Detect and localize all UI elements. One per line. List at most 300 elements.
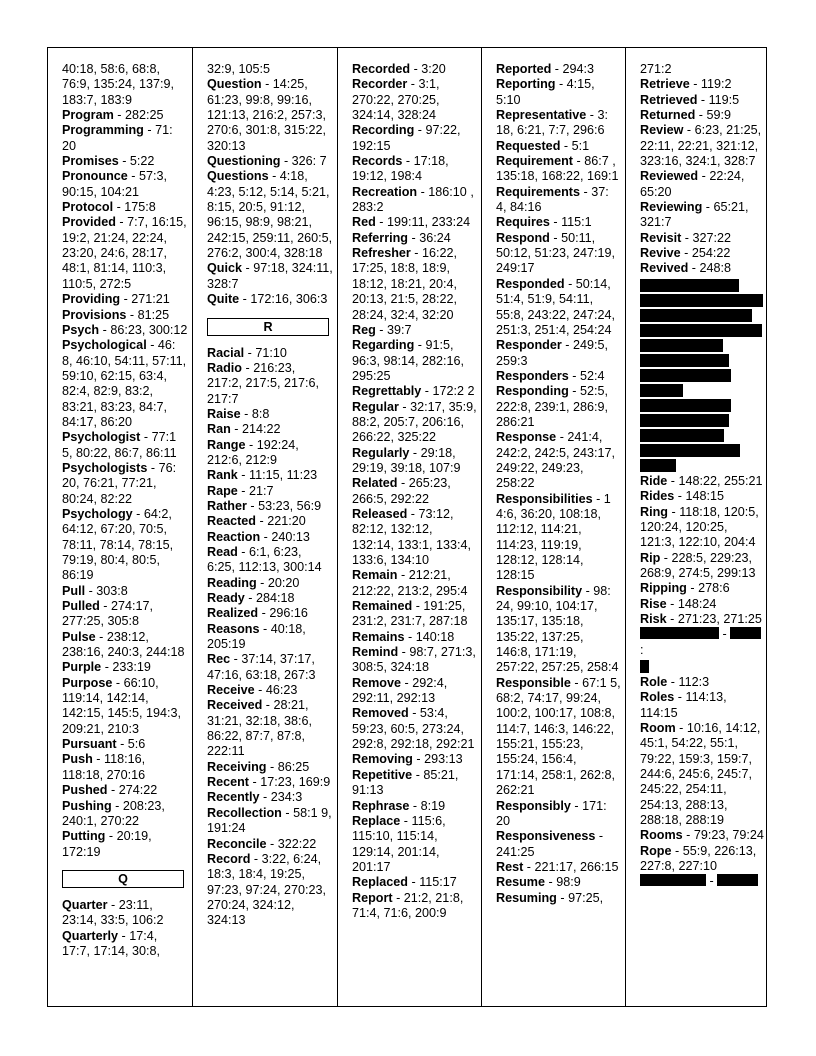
index-entry: Rather - 53:23, 56:9 — [207, 498, 322, 513]
page-line-references: 53:4, 59:23, 60:5, 273:24, 292:8, 292:18, 292:21 — [352, 706, 475, 752]
index-entry: Red - 199:11, 233:24 — [352, 215, 471, 230]
index-entry: Programming - 71: 20 — [62, 123, 173, 153]
index-entry: Pulled - 274:17, 277:25, 305:8 — [62, 599, 154, 629]
index-entry: Recording - 97:22, 192:15 — [352, 123, 461, 153]
index-term: Regrettably — [352, 384, 422, 399]
page-line-references: 37: 4, 84:16 — [496, 184, 609, 215]
index-term: Room — [640, 720, 676, 735]
index-entry: Referring - 36:24 — [352, 230, 451, 245]
index-column-1 — [48, 48, 192, 1006]
page-line-references: 98:9 — [556, 875, 581, 890]
index-entry: Provided - 7:7, 16:15, 19:2, 21:24, 22:24, 23:20, 24:6, 28:17, 48:1, 81:14, 110:3, 110:5, 272:5 — [62, 215, 187, 291]
index-term: Review — [640, 123, 684, 138]
index-term: Promises — [62, 154, 119, 169]
index-term: Rest — [496, 859, 524, 874]
page-line-references: 86:25 — [277, 759, 310, 774]
page-line-references: 39:7 — [387, 322, 412, 337]
index-term: Removed — [352, 706, 409, 721]
index-entry: Revive - 254:22 — [640, 246, 731, 261]
page-line-references: 249:5, 259:3 — [496, 338, 608, 368]
index-entry: Putting - 20:19, 172:19 — [62, 829, 152, 859]
index-entry: Revisit - 327:22 — [640, 230, 732, 245]
index-term: Ready — [207, 591, 245, 605]
index-entry: Remove - 292:4, 292:11, 292:13 — [352, 675, 448, 706]
index-entry: Responsiveness - 241:25 — [496, 829, 604, 859]
index-entry: Receive - 46:23 — [207, 683, 298, 698]
index-term: Record — [207, 851, 251, 866]
index-term: Pursuant — [62, 737, 117, 752]
index-term: Responsibility — [496, 583, 583, 598]
index-term: Responded — [496, 276, 565, 291]
index-entry: Rec - 37:14, 37:17, 47:16, 63:18, 267:3 — [207, 652, 316, 682]
index-entry: Radio - 216:23, 217:2, 217:5, 217:6, 217:7 — [207, 360, 320, 406]
page-line-references: 274:17, 277:25, 305:8 — [62, 599, 154, 629]
redaction-bar — [640, 874, 706, 886]
entry-separator: - — [719, 627, 731, 642]
index-term: Questions — [207, 169, 269, 184]
index-entry: Response - 241:4, 242:2, 242:5, 243:17, 249:22, 249:23, 258:22 — [496, 430, 616, 491]
index-term: Psychologist — [62, 430, 141, 445]
page-line-references: 148:24 — [677, 596, 717, 611]
page-line-references: 171: 20 — [496, 798, 607, 828]
index-term: Regarding — [352, 338, 415, 353]
index-term: Retrieve — [640, 77, 690, 92]
index-entry: Regarding - 91:5, 96:3, 98:14, 282:16, 295:25 — [352, 338, 465, 383]
index-entry: Racial - 71:10 — [207, 345, 287, 360]
page-line-references: 28:21, 31:21, 32:18, 38:6, 86:22, 87:7, 87:8, 222:11 — [207, 698, 313, 759]
index-term: Representative — [496, 108, 587, 123]
index-entry: Pushed - 274:22 — [62, 783, 158, 798]
index-entry: Retrieved - 119:5 — [640, 92, 740, 107]
index-entry: Revived - 248:8 — [640, 261, 732, 276]
page-line-references: 79:23, 79:24 — [693, 828, 764, 843]
index-entry: Responsibility - 98: 24, 99:10, 104:17, 135:17, 135:18, 135:22, 137:25, 146:8, 171:19, 257:22, 257:25, 258:4 — [496, 583, 619, 675]
page-line-references: 148:22, 255:21 — [678, 473, 763, 488]
index-entry: Psychologists - 76: 20, 76:21, 77:21, 80:24, 82:22 — [62, 460, 177, 506]
redaction-bar — [640, 459, 676, 472]
index-entry: Retrieve - 119:2 — [640, 77, 732, 92]
index-term: Reacted — [207, 514, 256, 529]
index-term: Received — [207, 698, 263, 713]
page-line-references: 53:23, 56:9 — [258, 498, 322, 513]
page-line-references: 50:11, 50:12, 51:23, 247:19, 249:17 — [496, 230, 616, 276]
index-entry: Pronounce - 57:3, 90:15, 104:21 — [62, 169, 167, 199]
index-entry: Regrettably - 172:2 2 — [352, 384, 475, 399]
page-line-references: 5:22 — [129, 154, 155, 169]
page-line-references: 199:11, 233:24 — [387, 215, 471, 230]
page-line-references: 14:25, 61:23, 99:8, 99:16, 121:13, 216:2, 257:3, 270:6, 301:8, 315:22, 320:13 — [207, 77, 327, 153]
index-term: Rise — [640, 596, 667, 611]
index-term: Psych — [62, 322, 100, 337]
index-entry: Reviewing - 65:21, 321:7 — [640, 200, 749, 230]
page-line-references: 86:7 , 135:18, 168:22, 169:1 — [496, 154, 619, 184]
index-entry: Record - 3:22, 6:24, 18:3, 18:4, 19:25, 97:23, 97:24, 270:23, 270:24, 324:12, 324:13 — [207, 851, 327, 928]
index-entry: Requested - 5:1 — [496, 138, 590, 153]
redaction-bar — [717, 874, 758, 886]
page-line-references: 3:1, 270:22, 270:25, 324:14, 328:24 — [352, 77, 440, 123]
index-entry: Pulse - 238:12, 238:16, 240:3, 244:18 — [62, 629, 185, 660]
page-line-references: 29:18, 29:19, 39:18, 107:9 — [352, 445, 461, 475]
page-line-references: 52:4 — [580, 368, 605, 383]
page-line-references: 3: 18, 6:21, 7:7, 296:6 — [496, 108, 609, 138]
page-line-references: 6:23, 21:25, 22:11, 22:21, 321:12, 323:16, 324:1, 328:7 — [640, 123, 762, 169]
index-term: Ring — [640, 504, 668, 519]
index-entry: Requires - 115:1 — [496, 215, 592, 230]
index-term: Regularly — [352, 445, 410, 460]
page-line-references: 73:12, 82:12, 132:12, 132:14, 133:1, 133:4, 133:6, 134:10 — [352, 506, 472, 567]
index-entry: Refresher - 16:22, 17:25, 18:8, 18:9, 18:12, 18:21, 20:4, 20:13, 21:5, 28:22, 28:24, 32:4, 32:20 — [352, 246, 458, 322]
index-term: Revive — [640, 246, 681, 261]
index-term: Putting — [62, 829, 106, 844]
index-entry: Psychology - 64:2, 64:12, 67:20, 70:5, 78:11, 78:14, 78:15, 79:19, 80:4, 80:5, 86:19 — [62, 506, 174, 583]
page-line-references: 4:15, 5:10 — [496, 77, 595, 107]
index-entry: Requirement - 86:7 , 135:18, 168:22, 169:1 — [496, 154, 619, 184]
page-line-references: 17:23, 169:9 — [260, 775, 331, 790]
page-line-references: 10:16, 14:12, 45:1, 54:22, 55:1, 79:22, 159:3, 159:7, 244:6, 245:6, 245:7, 245:22, 254:11, 254:13, 288:13, 288:18, 288:19 — [640, 720, 761, 828]
index-entry: Range - 192:24, 212:6, 212:9 — [207, 437, 299, 467]
page-line-references: 114:13, 114:15 — [640, 690, 727, 720]
page-line-references: 118:18, 120:5, 120:24, 120:25, 121:3, 122:10, 204:4 — [640, 504, 759, 550]
index-term: Responding — [496, 384, 569, 399]
page-line-references: 21:2, 21:8, 71:4, 71:6, 200:9 — [352, 890, 464, 920]
page-line-references: 175:8 — [124, 200, 156, 215]
index-entry: Role - 112:3 — [640, 674, 710, 689]
index-entry: Released - 73:12, 82:12, 132:12, 132:14, 133:1, 133:4, 133:6, 134:10 — [352, 506, 472, 567]
index-term: Response — [496, 430, 557, 445]
index-entry: Regular - 32:17, 35:9, 88:2, 205:7, 206:16, 266:22, 325:22 — [352, 399, 477, 445]
page-line-references: 22:24, 65:20 — [640, 169, 745, 199]
index-entry: Review - 6:23, 21:25, 22:11, 22:21, 321:12, 323:16, 324:1, 328:7 — [640, 123, 762, 169]
page-line-references: 192:24, 212:6, 212:9 — [207, 437, 299, 467]
index-entry: Returned - 59:9 — [640, 108, 731, 123]
index-term: Read — [207, 544, 238, 559]
redaction-bar — [640, 354, 729, 367]
index-term: Pronounce — [62, 169, 128, 184]
index-term: Rec — [207, 652, 231, 667]
page-line-references: 77:1 5, 80:22, 86:7, 86:11 — [62, 430, 177, 460]
page-line-references: 3:22, 6:24, 18:3, 18:4, 19:25, 97:23, 97:24, 270:23, 270:24, 324:12, 324:13 — [207, 851, 327, 928]
page-line-references: 98:7, 271:3, 308:5, 324:18 — [352, 645, 476, 675]
index-term: Pulse — [62, 629, 96, 644]
index-entry: Psych - 86:23, 300:12 — [62, 322, 188, 337]
index-entry: Reconcile - 322:22 — [207, 836, 317, 851]
page-line-references: 234:3 — [270, 790, 303, 805]
index-entry: Promises - 5:22 — [62, 154, 155, 169]
index-term: Regular — [352, 399, 399, 414]
index-term: Realized — [207, 606, 259, 621]
index-entry: Removing - 293:13 — [352, 752, 463, 767]
page-line-references: 23:11, 23:14, 33:5, 106:2 — [62, 897, 164, 928]
index-entry: Ring - 118:18, 120:5, 120:24, 120:25, 121:3, 122:10, 204:4 — [640, 504, 759, 550]
page-line-references: 221:17, 266:15 — [534, 859, 619, 874]
page-line-references: 221:20 — [267, 514, 306, 529]
index-term: Reported — [496, 62, 552, 76]
index-term: Rides — [640, 489, 675, 504]
page-line-references: 265:23, 266:5, 292:22 — [352, 476, 451, 506]
redaction-bar — [640, 384, 683, 397]
page-line-references: 81:25 — [137, 307, 170, 322]
index-term: Reviewing — [640, 200, 703, 215]
index-entry: Rides - 148:15 — [640, 489, 725, 504]
page-line-references: 50:14, 51:4, 51:9, 54:11, 55:8, 243:22, 247:24, 251:3, 251:4, 254:24 — [496, 276, 616, 337]
index-term: Quite — [207, 292, 240, 307]
page-line-references: 241:4, 242:2, 242:5, 243:17, 249:22, 249:23, 258:22 — [496, 430, 616, 491]
redaction-bar — [640, 339, 723, 352]
index-entry: Responders - 52:4 — [496, 368, 605, 383]
index-entry: Responding - 52:5, 222:8, 239:1, 286:9, 286:21 — [496, 384, 609, 429]
redaction-bar — [640, 627, 719, 639]
index-term: Pushed — [62, 783, 108, 798]
index-term: Requirements — [496, 184, 580, 199]
page-line-references: 4:18, 4:23, 5:12, 5:14, 5:21, 8:15, 20:5, 91:12, 96:15, 98:9, 98:21, 242:15, 259:11, 260:5, 276:2, 300:4, 328:18 — [207, 169, 333, 261]
index-column-2 — [193, 48, 337, 1006]
page-line-references: 37:14, 37:17, 47:16, 63:18, 267:3 — [207, 652, 316, 682]
index-entry: Protocol - 175:8 — [62, 200, 156, 215]
index-entry: Provisions - 81:25 — [62, 307, 170, 322]
index-entry: Realized - 296:16 — [207, 606, 308, 621]
index-term: Reviewed — [640, 169, 699, 184]
page-line-references: 76: 20, 76:21, 77:21, 80:24, 82:22 — [62, 460, 177, 506]
index-term: Provisions — [62, 307, 127, 322]
index-term: Responder — [496, 338, 562, 353]
index-term: Purple — [62, 660, 102, 675]
index-term: Rope — [640, 843, 672, 858]
section-letter-heading: Q — [62, 870, 184, 888]
page-line-references: 214:22 — [242, 422, 281, 437]
index-entry: Room - 10:16, 14:12, 45:1, 54:22, 55:1, 79:22, 159:3, 159:7, 244:6, 245:6, 245:7, 245:22, 254:11, 254:13, 288:13, 288:18, 288:19 — [640, 720, 761, 828]
index-term: Push — [62, 752, 93, 767]
index-entry: Regularly - 29:18, 29:19, 39:18, 107:9 — [352, 445, 461, 475]
index-term: Raise — [207, 406, 241, 421]
redaction-bar — [640, 324, 762, 337]
redaction-bar — [640, 309, 752, 322]
index-term: Remind — [352, 645, 399, 660]
page-line-references: 294:3 — [562, 62, 594, 76]
page-line-references: 208:23, 240:1, 270:22 — [62, 798, 165, 828]
page-line-references: 216:23, 217:2, 217:5, 217:6, 217:7 — [207, 360, 320, 406]
index-entry: Question - 14:25, 61:23, 99:8, 99:16, 121:13, 216:2, 257:3, 270:6, 301:8, 315:22, 320:13 — [207, 77, 327, 153]
index-entry: Rape - 21:7 — [207, 483, 274, 498]
page-line-references: 52:5, 222:8, 239:1, 286:9, 286:21 — [496, 384, 609, 429]
index-entry: Representative - 3: 18, 6:21, 7:7, 296:6 — [496, 108, 609, 138]
page-line-references: 1 4:6, 36:20, 108:18, 112:12, 114:21, 114:23, 119:19, 128:12, 128:14, 128:15 — [496, 491, 611, 583]
redaction-bar — [640, 414, 729, 427]
index-entry: Rise - 148:24 — [640, 596, 717, 611]
index-entry: Push - 118:16, 118:18, 270:16 — [62, 752, 146, 782]
index-entry: Purple - 233:19 — [62, 660, 151, 675]
index-term: Psychologists — [62, 460, 148, 475]
page-line-references: 284:18 — [256, 591, 295, 605]
index-term: Range — [207, 437, 246, 452]
page-line-references: 5:6 — [127, 737, 146, 752]
index-term: Pull — [62, 583, 86, 598]
page-line-references: 20:19, 172:19 — [62, 829, 152, 859]
page-line-references: 271:2 — [640, 62, 672, 76]
page-line-references: 17:4, 17:7, 17:14, 30:8, — [62, 928, 161, 958]
page-line-references: 21:7 — [249, 483, 274, 498]
index-term: Red — [352, 215, 376, 230]
page-line-references: 212:21, 212:22, 213:2, 295:4 — [352, 568, 468, 598]
index-term: Requested — [496, 138, 561, 153]
index-entry: Recorded - 3:20 — [352, 62, 446, 76]
page-line-references: 327:22 — [692, 230, 732, 245]
index-entry: Rank - 11:15, 11:23 — [207, 468, 318, 483]
page-line-references: 32:9, 105:5 — [207, 62, 271, 76]
index-entry: Responsibilities - 1 4:6, 36:20, 108:18, 112:12, 114:21, 114:23, 119:19, 128:12, 128:14, 128:15 — [496, 491, 611, 583]
index-term: Quarterly — [62, 928, 118, 943]
page-line-references: 5:1 — [571, 138, 590, 153]
index-term: Radio — [207, 360, 242, 375]
index-term: Removing — [352, 752, 413, 767]
page-line-references: 293:13 — [424, 752, 463, 767]
page-line-references: 240:13 — [271, 529, 310, 544]
page-line-references: 228:5, 229:23, 268:9, 274:5, 299:13 — [640, 550, 756, 580]
page-line-references: 172:16, 306:3 — [250, 292, 328, 307]
page-line-references: 271:23, 271:25 — [677, 611, 762, 626]
page-line-references: 303:8 — [96, 583, 128, 598]
index-entry: Pursuant - 5:6 — [62, 737, 146, 752]
index-term: Recorded — [352, 62, 411, 76]
page-line-references: 7:7, 16:15, 19:2, 21:24, 22:24, 23:20, 24:6, 28:17, 48:1, 81:14, 110:3, 110:5, 272:5 — [62, 215, 187, 291]
index-entry: Pushing - 208:23, 240:1, 270:22 — [62, 798, 165, 828]
page-line-references: 238:12, 238:16, 240:3, 244:18 — [62, 629, 185, 660]
page-line-references: 32:17, 35:9, 88:2, 205:7, 206:16, 266:22, 325:22 — [352, 399, 477, 445]
index-term: Related — [352, 476, 398, 491]
redaction-bar — [640, 294, 763, 307]
index-entry: Responsible - 67:1 5, 68:2, 74:17, 99:24, 100:2, 100:17, 108:8, 114:7, 146:3, 146:22, 155:21, 155:23, 155:24, 156:4, 171:14, 258:1, 262:8, 262:21 — [496, 675, 621, 798]
index-entry: Reaction - 240:13 — [207, 529, 310, 544]
index-term: Reconcile — [207, 836, 267, 851]
index-term: Recent — [207, 775, 249, 790]
redaction-bar — [640, 444, 740, 457]
page-line-references: 172:2 2 — [432, 384, 475, 399]
index-term: Resuming — [496, 890, 557, 905]
index-entry: Program - 282:25 — [62, 108, 164, 123]
page-line-references: 17:18, 19:12, 198:4 — [352, 154, 449, 184]
index-entry: Raise - 8:8 — [207, 406, 270, 421]
index-entry: Providing - 271:21 — [62, 292, 170, 307]
index-term: Revived — [640, 261, 689, 276]
index-term: Remain — [352, 568, 398, 583]
index-term: Recording — [352, 123, 415, 138]
index-entry: Resume - 98:9 — [496, 875, 581, 890]
page-line-references: 16:22, 17:25, 18:8, 18:9, 18:12, 18:21, 20:4, 20:13, 21:5, 28:22, 28:24, 32:4, 32:20 — [352, 246, 458, 322]
index-entry: Ran - 214:22 — [207, 422, 281, 437]
index-entry: Reported - 294:3 — [496, 62, 594, 76]
page-line-references: 67:1 5, 68:2, 74:17, 99:24, 100:2, 100:17, 108:8, 114:7, 146:3, 146:22, 155:21, 155:23, 155:24, 156:4, 171:14, 258:1, 262:8, 262:21 — [496, 675, 621, 798]
page-line-references: 115:17 — [419, 875, 457, 890]
page-line-references: 271:21 — [131, 292, 170, 307]
index-column-4 — [482, 48, 625, 1006]
index-term: Reasons — [207, 621, 260, 636]
index-entry: Respond - 50:11, 50:12, 51:23, 247:19, 249:17 — [496, 230, 616, 276]
index-term: Roles — [640, 690, 675, 705]
index-term: Providing — [62, 292, 121, 307]
index-term: Recollection — [207, 805, 282, 820]
index-term: Remove — [352, 675, 401, 690]
index-term: Receive — [207, 683, 255, 698]
index-term: Psychology — [62, 506, 133, 521]
index-entry: Records - 17:18, 19:12, 198:4 — [352, 154, 449, 184]
page-line-references: 65:21, 321:7 — [640, 200, 749, 230]
index-entry: Responded - 50:14, 51:4, 51:9, 54:11, 55:8, 243:22, 247:24, 251:3, 251:4, 254:24 — [496, 276, 616, 337]
index-entry: Recreation - 186:10 , 283:2 — [352, 184, 474, 215]
index-entry: Replace - 115:6, 115:10, 115:14, 129:14, 201:14, 201:17 — [352, 813, 446, 874]
index-column-5 — [626, 48, 768, 1006]
index-term: Recorder — [352, 77, 408, 92]
index-entry: Report - 21:2, 21:8, 71:4, 71:6, 200:9 — [352, 890, 464, 920]
index-entry: Remind - 98:7, 271:3, 308:5, 324:18 — [352, 645, 476, 675]
index-entry: Resuming - 97:25, — [496, 890, 604, 905]
index-term: Requires — [496, 215, 550, 230]
page-line-references: 55:9, 226:13, 227:8, 227:10 — [640, 843, 757, 874]
index-entry: Reviewed - 22:24, 65:20 — [640, 169, 745, 199]
index-term: Report — [352, 890, 393, 905]
page-line-references: 86:23, 300:12 — [110, 322, 188, 337]
index-term: Racial — [207, 345, 245, 360]
redaction-bar — [640, 399, 731, 412]
index-term: Referring — [352, 230, 408, 245]
index-term: Rank — [207, 468, 238, 483]
index-entry: Responder - 249:5, 259:3 — [496, 338, 608, 368]
index-entry: Ready - 284:18 — [207, 591, 295, 605]
index-entry: Replaced - 115:17 — [352, 875, 457, 890]
page-line-references: 274:22 — [118, 783, 158, 798]
page-line-references: 186:10 , 283:2 — [352, 184, 474, 215]
page-line-references: 326: 7 — [291, 154, 327, 169]
index-term: Responsibilities — [496, 491, 593, 506]
index-term: Ripping — [640, 581, 687, 596]
index-entry: Receiving - 86:25 — [207, 759, 310, 774]
index-term: Responders — [496, 368, 569, 383]
index-entry: Recent - 17:23, 169:9 — [207, 775, 331, 790]
page-line-references: 64:2, 64:12, 67:20, 70:5, 78:11, 78:14, 78:15, 79:19, 80:4, 80:5, 86:19 — [62, 506, 174, 583]
page-line-references: 115:1 — [561, 215, 592, 230]
page-line-references: 6:1, 6:23, 6:25, 112:13, 300:14 — [207, 544, 322, 575]
index-entry: Read - 6:1, 6:23, 6:25, 112:13, 300:14 — [207, 544, 322, 575]
index-term: Questioning — [207, 154, 281, 169]
index-entry-redacted — [640, 874, 764, 889]
index-term: Rooms — [640, 828, 683, 843]
index-term: Rather — [207, 498, 247, 513]
index-entry-continuation — [640, 62, 764, 77]
index-entry: Psychologist - 77:1 5, 80:22, 86:7, 86:11 — [62, 430, 177, 460]
index-term: Reporting — [496, 77, 556, 92]
index-term: Responsiveness — [496, 829, 596, 844]
page-line-references: 97:22, 192:15 — [352, 123, 461, 153]
index-entry: Purpose - 66:10, 119:14, 142:14, 142:15, 145:5, 194:3, 209:21, 210:3 — [62, 675, 182, 736]
index-entry: Psychological - 46: 8, 46:10, 54:11, 57:11, 59:10, 62:15, 63:4, 82:4, 82:9, 83:2, 83:21, 83:23, 84:7, 84:17, 86:20 — [62, 338, 187, 429]
page-line-references: 46:23 — [265, 683, 298, 698]
page-line-references: 66:10, 119:14, 142:14, 142:15, 145:5, 194:3, 209:21, 210:3 — [62, 675, 182, 736]
index-entry: Ride - 148:22, 255:21 — [640, 473, 763, 488]
index-term: Protocol — [62, 200, 114, 215]
index-term: Receiving — [207, 759, 267, 774]
index-entry: Removed - 53:4, 59:23, 60:5, 273:24, 292:8, 292:18, 292:21 — [352, 706, 475, 752]
entry-separator: - — [706, 874, 718, 889]
index-entry: Repetitive - 85:21, 91:13 — [352, 767, 459, 798]
page-line-references: 115:6, 115:10, 115:14, 129:14, 201:14, 201:17 — [352, 813, 446, 874]
index-term: Rephrase — [352, 798, 410, 813]
index-entry: Remained - 191:25, 231:2, 231:7, 287:18 — [352, 599, 468, 629]
index-term: Quick — [207, 261, 242, 276]
index-entry: Reg - 39:7 — [352, 322, 412, 337]
index-entry: Requirements - 37: 4, 84:16 — [496, 184, 609, 215]
index-term: Recently — [207, 790, 260, 805]
index-term: Reaction — [207, 529, 261, 544]
index-entry: Reacted - 221:20 — [207, 514, 306, 529]
index-entry: Pull - 303:8 — [62, 583, 128, 598]
